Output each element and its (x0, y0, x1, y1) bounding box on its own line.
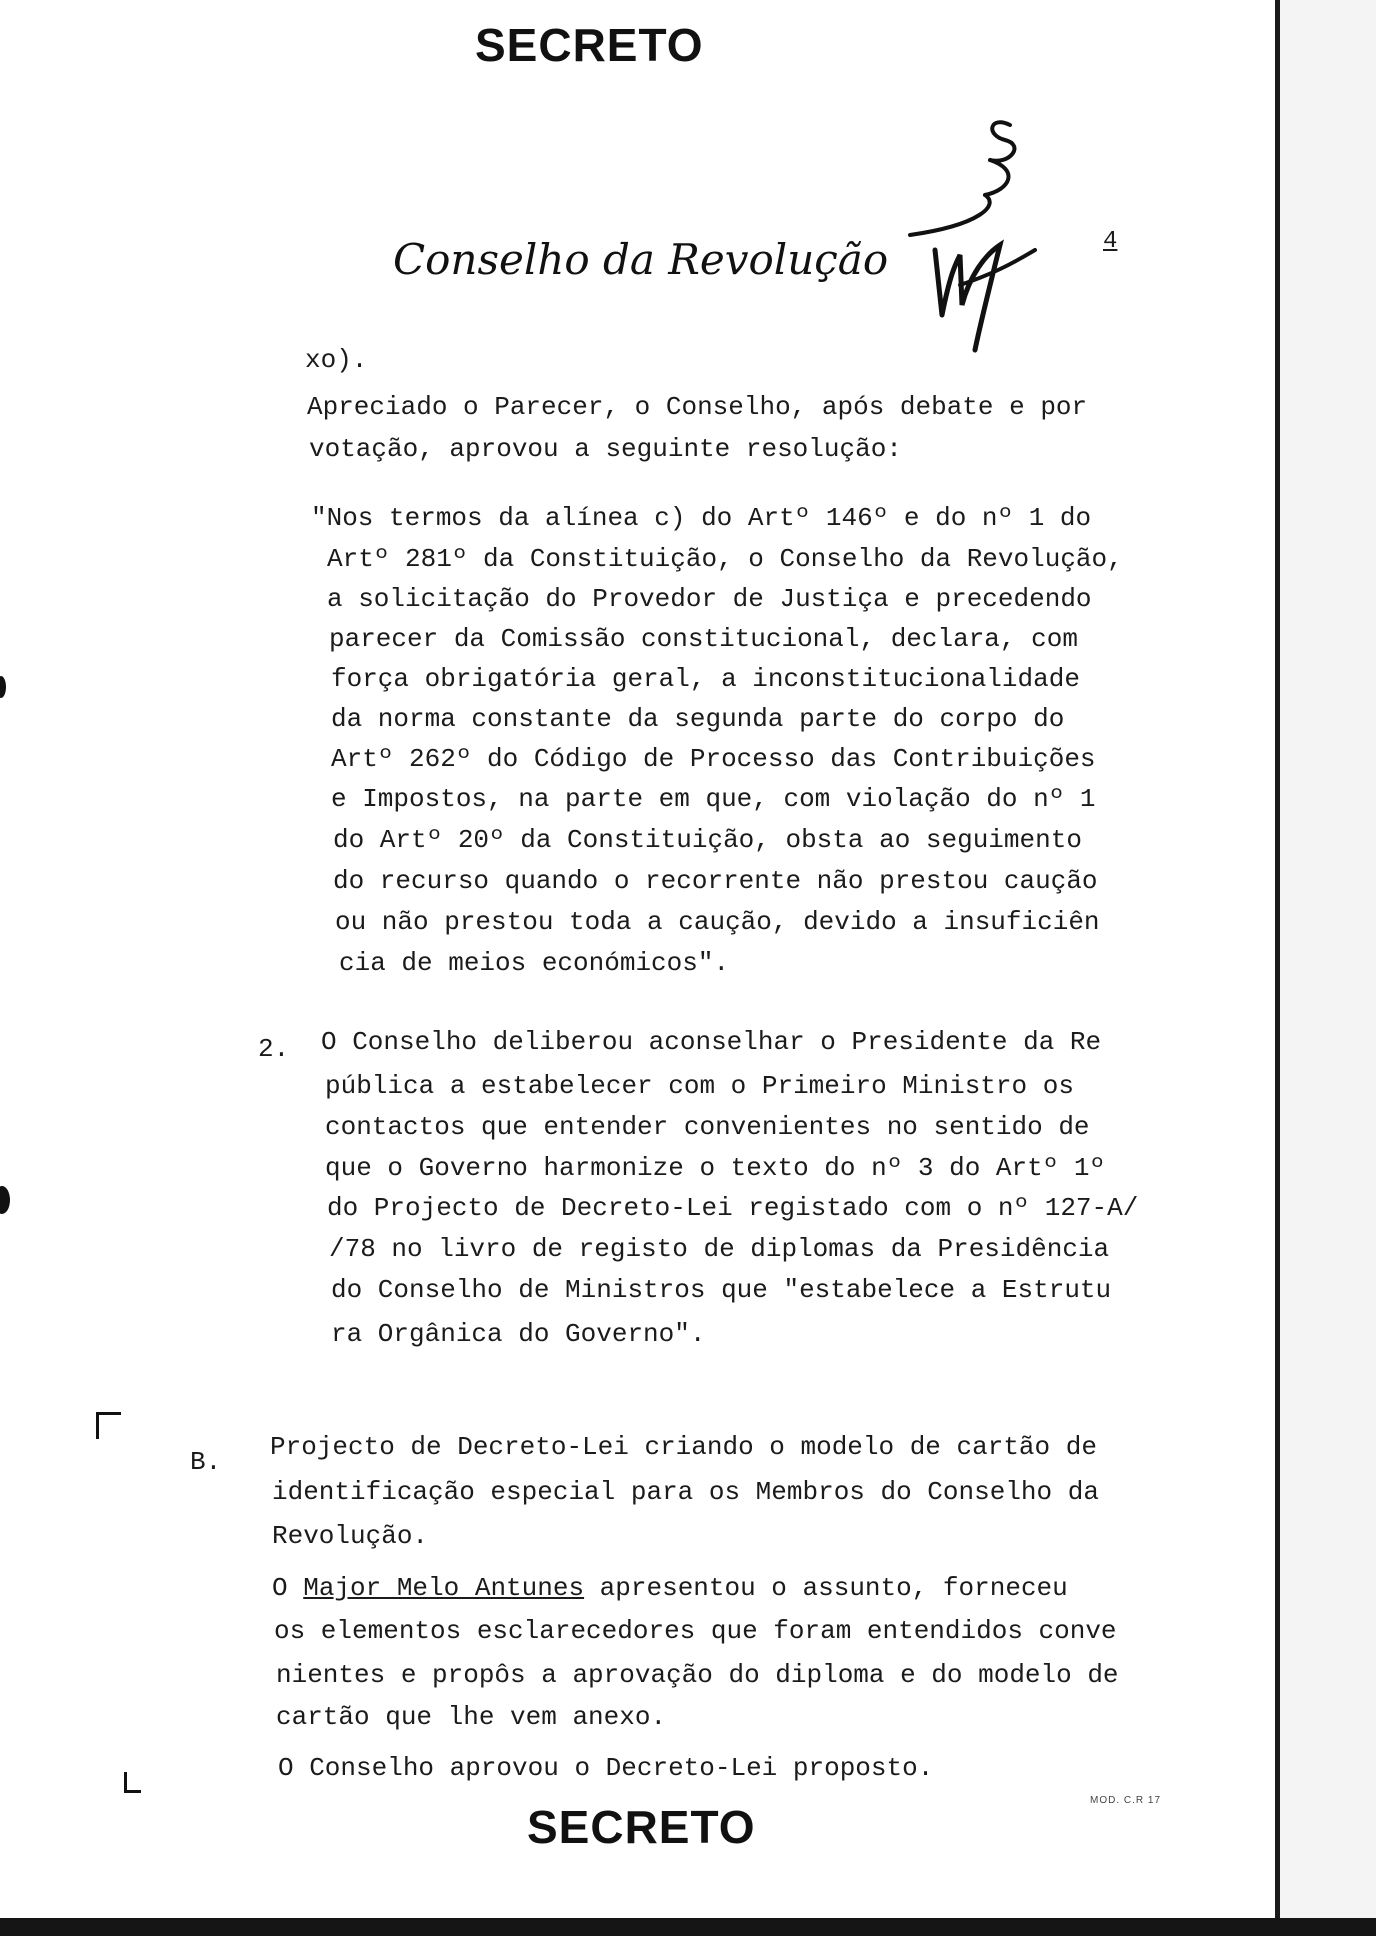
scan-edge-right (1275, 0, 1280, 1936)
letterhead: Conselho da Revolução (393, 235, 889, 284)
item-2-number: 2. (258, 1034, 290, 1064)
item-2-line-5: do Projecto de Decreto-Lei registado com o nº 127-A/ (327, 1193, 1139, 1223)
resolution-line-9: do Artº 20º da Constituição, obsta ao seguimento (333, 825, 1082, 855)
resolution-line-6: da norma constante da segunda parte do corpo do (331, 704, 1065, 734)
item-2-line-7: do Conselho de Ministros que "estabelece a Estrutu (331, 1275, 1112, 1305)
appreciation-line-2: votação, aprovou a seguinte resolução: (309, 434, 902, 464)
scan-margin (1280, 0, 1376, 1936)
resolution-line-8: e Impostos, na parte em que, com violação do nº 1 (331, 784, 1096, 814)
corner-mark-top (96, 1412, 121, 1439)
classification-stamp-top: SECRETO (475, 19, 704, 71)
section-b-title-line-3: Revolução. (272, 1521, 429, 1551)
section-b-para-line-4: cartão que lhe vem anexo. (276, 1702, 667, 1732)
page-number: 4 (1103, 228, 1118, 255)
resolution-line-4: parecer da Comissão constitucional, declara, com (329, 624, 1078, 654)
section-b-decision: O Conselho aprovou o Decreto-Lei proposto. (278, 1753, 934, 1783)
scan-edge-bottom (0, 1918, 1376, 1936)
appreciation-line-1: Apreciado o Parecer, o Conselho, após debate e por (307, 392, 1088, 422)
item-2-line-2: pública a estabelecer com o Primeiro Ministro os (325, 1071, 1074, 1101)
section-b-title-line-2: identificação especial para os Membros do Conselho da (272, 1477, 1099, 1507)
item-2-line-1: O Conselho deliberou aconselhar o Presidente da Re (321, 1027, 1102, 1057)
form-model-code: MOD. C.R 17 (1090, 1795, 1162, 1806)
item-2-line-8: ra Orgânica do Governo". (331, 1319, 706, 1349)
resolution-line-5: força obrigatória geral, a inconstitucionalidade (331, 664, 1080, 694)
punch-hole-bottom (0, 1186, 10, 1214)
resolution-line-11: ou não prestou toda a caução, devido a insuficiên (335, 907, 1100, 937)
resolution-line-12: cia de meios económicos". (339, 948, 730, 978)
resolution-line-1: "Nos termos da alínea c) do Artº 146º e do nº 1 do (311, 503, 1092, 533)
continuation-text: xo). (305, 345, 368, 375)
section-b-para-line-3: nientes e propôs a aprovação do diploma e do modelo de (276, 1660, 1119, 1690)
classification-stamp-bottom: SECRETO (527, 1801, 756, 1853)
item-2-line-4: que o Governo harmonize o texto do nº 3 do Artº 1º (325, 1153, 1106, 1183)
para-prefix: O (272, 1573, 304, 1603)
section-b-para-line-2: os elementos esclarecedores que foram entendidos conve (274, 1616, 1117, 1646)
resolution-line-2: Artº 281º da Constituição, o Conselho da Revolução, (327, 544, 1123, 574)
resolution-line-10: do recurso quando o recorrente não prestou caução (333, 866, 1098, 896)
item-2-line-3: contactos que entender convenientes no sentido de (325, 1112, 1090, 1142)
handwritten-initials (890, 115, 1080, 355)
para-line-1-rest: apresentou o assunto, forneceu (584, 1573, 1068, 1603)
punch-hole-top (0, 676, 6, 698)
resolution-line-7: Artº 262º do Código de Processo das Contribuições (331, 744, 1096, 774)
corner-mark-bottom (124, 1772, 141, 1793)
item-2-line-6: /78 no livro de registo de diplomas da Presidência (329, 1234, 1110, 1264)
section-b-label: B. (190, 1447, 222, 1477)
resolution-line-3: a solicitação do Provedor de Justiça e precedendo (327, 584, 1092, 614)
section-b-title-line-1: Projecto de Decreto-Lei criando o modelo de cartão de (270, 1432, 1097, 1462)
section-b-para-line-1 (272, 1573, 1068, 1603)
speaker-name: Major Melo Antunes (303, 1573, 585, 1603)
